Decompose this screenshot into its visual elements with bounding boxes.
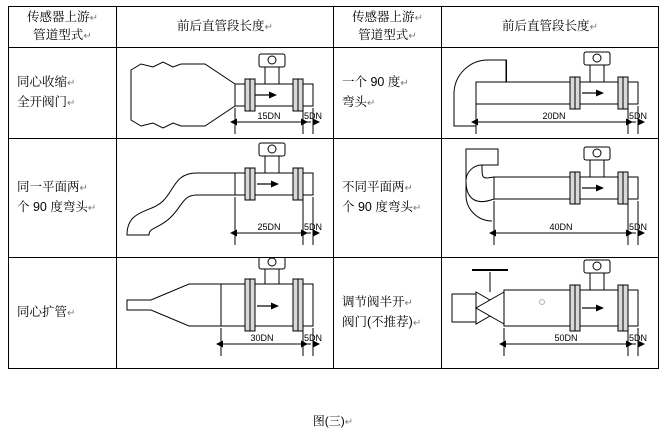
figure-two-90-elbows-same-plane <box>117 139 333 257</box>
header-line1: 前后直管段长度 <box>177 19 265 33</box>
figure-caption-text: 图(三) <box>312 414 345 428</box>
pilcrow-icon: ↵ <box>404 298 413 309</box>
header-text-upstream-type-right <box>334 7 441 47</box>
row2-right-figure-cell <box>442 139 659 258</box>
pilcrow-icon: ↵ <box>412 203 422 214</box>
pilcrow-icon: ↵ <box>412 318 422 329</box>
figure-two-90-elbows-different-plane <box>442 139 658 257</box>
dimension-upstream: 25DN <box>257 222 281 232</box>
dimension-downstream: 5DN <box>628 333 648 343</box>
row3-right-label <box>334 289 441 337</box>
header-text-upstream-type-left <box>9 7 116 47</box>
header-cell-straight-length-left <box>117 7 334 48</box>
label-line2: 个 90 度弯头 <box>17 200 88 214</box>
pilcrow-icon: ↵ <box>87 203 97 214</box>
row3-right-figure-cell <box>442 258 659 369</box>
pilcrow-icon: ↵ <box>83 31 92 42</box>
pilcrow-icon: ↵ <box>367 98 376 109</box>
table-row <box>9 258 659 369</box>
figure-half-open-control-valve <box>442 258 658 368</box>
figure-caption <box>0 412 666 429</box>
dimension-upstream: 30DN <box>250 333 274 343</box>
label-line1: 同心收缩 <box>17 75 68 89</box>
dimension-upstream: 15DN <box>257 111 281 121</box>
header-cell-upstream-type-left <box>9 7 117 48</box>
table-row <box>9 48 659 139</box>
label-line1: 同心扩管 <box>17 305 68 319</box>
row3-left-label <box>9 299 116 327</box>
figure-concentric-reducer-valve <box>117 48 333 138</box>
pipe-installation-table <box>8 6 659 369</box>
pilcrow-icon: ↵ <box>79 183 88 194</box>
label-line1: 不同平面两 <box>342 180 405 194</box>
dimension-downstream: 5DN <box>303 333 323 343</box>
figure-single-90-elbow <box>442 48 658 138</box>
dimension-downstream: 5DN <box>303 111 323 121</box>
pilcrow-icon: ↵ <box>67 308 76 319</box>
label-line2: 个 90 度弯头 <box>342 200 413 214</box>
header-text-straight-length-right <box>442 16 658 38</box>
table-header-row <box>9 7 659 48</box>
dimension-upstream: 40DN <box>549 222 573 232</box>
pilcrow-icon: ↵ <box>89 13 98 24</box>
dimension-downstream: 5DN <box>303 222 323 232</box>
label-line1: 调节阀半开 <box>342 295 405 309</box>
label-line1: 同一平面两 <box>17 180 80 194</box>
dimension-downstream: 5DN <box>628 111 648 121</box>
row2-right-label <box>334 174 441 222</box>
header-line2: 管道型式 <box>33 28 84 42</box>
header-cell-straight-length-right <box>442 7 659 48</box>
row1-right-figure-cell <box>442 48 659 139</box>
pilcrow-icon: ↵ <box>404 183 413 194</box>
header-line1: 前后直管段长度 <box>502 19 590 33</box>
figure-concentric-expander <box>117 258 333 368</box>
dimension-upstream: 50DN <box>554 333 578 343</box>
label-line2: 弯头 <box>342 95 368 109</box>
pilcrow-icon: ↵ <box>408 31 417 42</box>
pilcrow-icon: ↵ <box>67 78 76 89</box>
row2-left-figure-cell <box>117 139 334 258</box>
dimension-downstream: 5DN <box>628 222 648 232</box>
row1-left-label <box>9 69 116 117</box>
header-text-straight-length-left <box>117 16 333 38</box>
header-cell-upstream-type-right <box>334 7 442 48</box>
row3-right-label-cell <box>334 258 442 369</box>
label-line2: 全开阀门 <box>17 95 68 109</box>
label-line1: 一个 90 度 <box>342 75 401 89</box>
header-line1: 传感器上游 <box>27 10 90 24</box>
dimension-upstream: 20DN <box>542 111 566 121</box>
row3-left-label-cell <box>9 258 117 369</box>
row2-left-label-cell <box>9 139 117 258</box>
table-row <box>9 139 659 258</box>
row2-left-label <box>9 174 116 222</box>
pilcrow-icon: ↵ <box>400 78 409 89</box>
row1-right-label <box>334 69 441 117</box>
row1-left-label-cell <box>9 48 117 139</box>
label-line2: 阀门(不推荐) <box>342 315 413 329</box>
pilcrow-icon: ↵ <box>264 22 273 33</box>
pilcrow-icon: ↵ <box>67 98 76 109</box>
row1-right-label-cell <box>334 48 442 139</box>
header-line2: 管道型式 <box>358 28 409 42</box>
row3-left-figure-cell <box>117 258 334 369</box>
pilcrow-icon: ↵ <box>414 13 423 24</box>
pilcrow-icon: ↵ <box>589 22 598 33</box>
row1-left-figure-cell <box>117 48 334 139</box>
row2-right-label-cell <box>334 139 442 258</box>
header-line1: 传感器上游 <box>352 10 415 24</box>
pilcrow-icon: ↵ <box>344 417 354 428</box>
